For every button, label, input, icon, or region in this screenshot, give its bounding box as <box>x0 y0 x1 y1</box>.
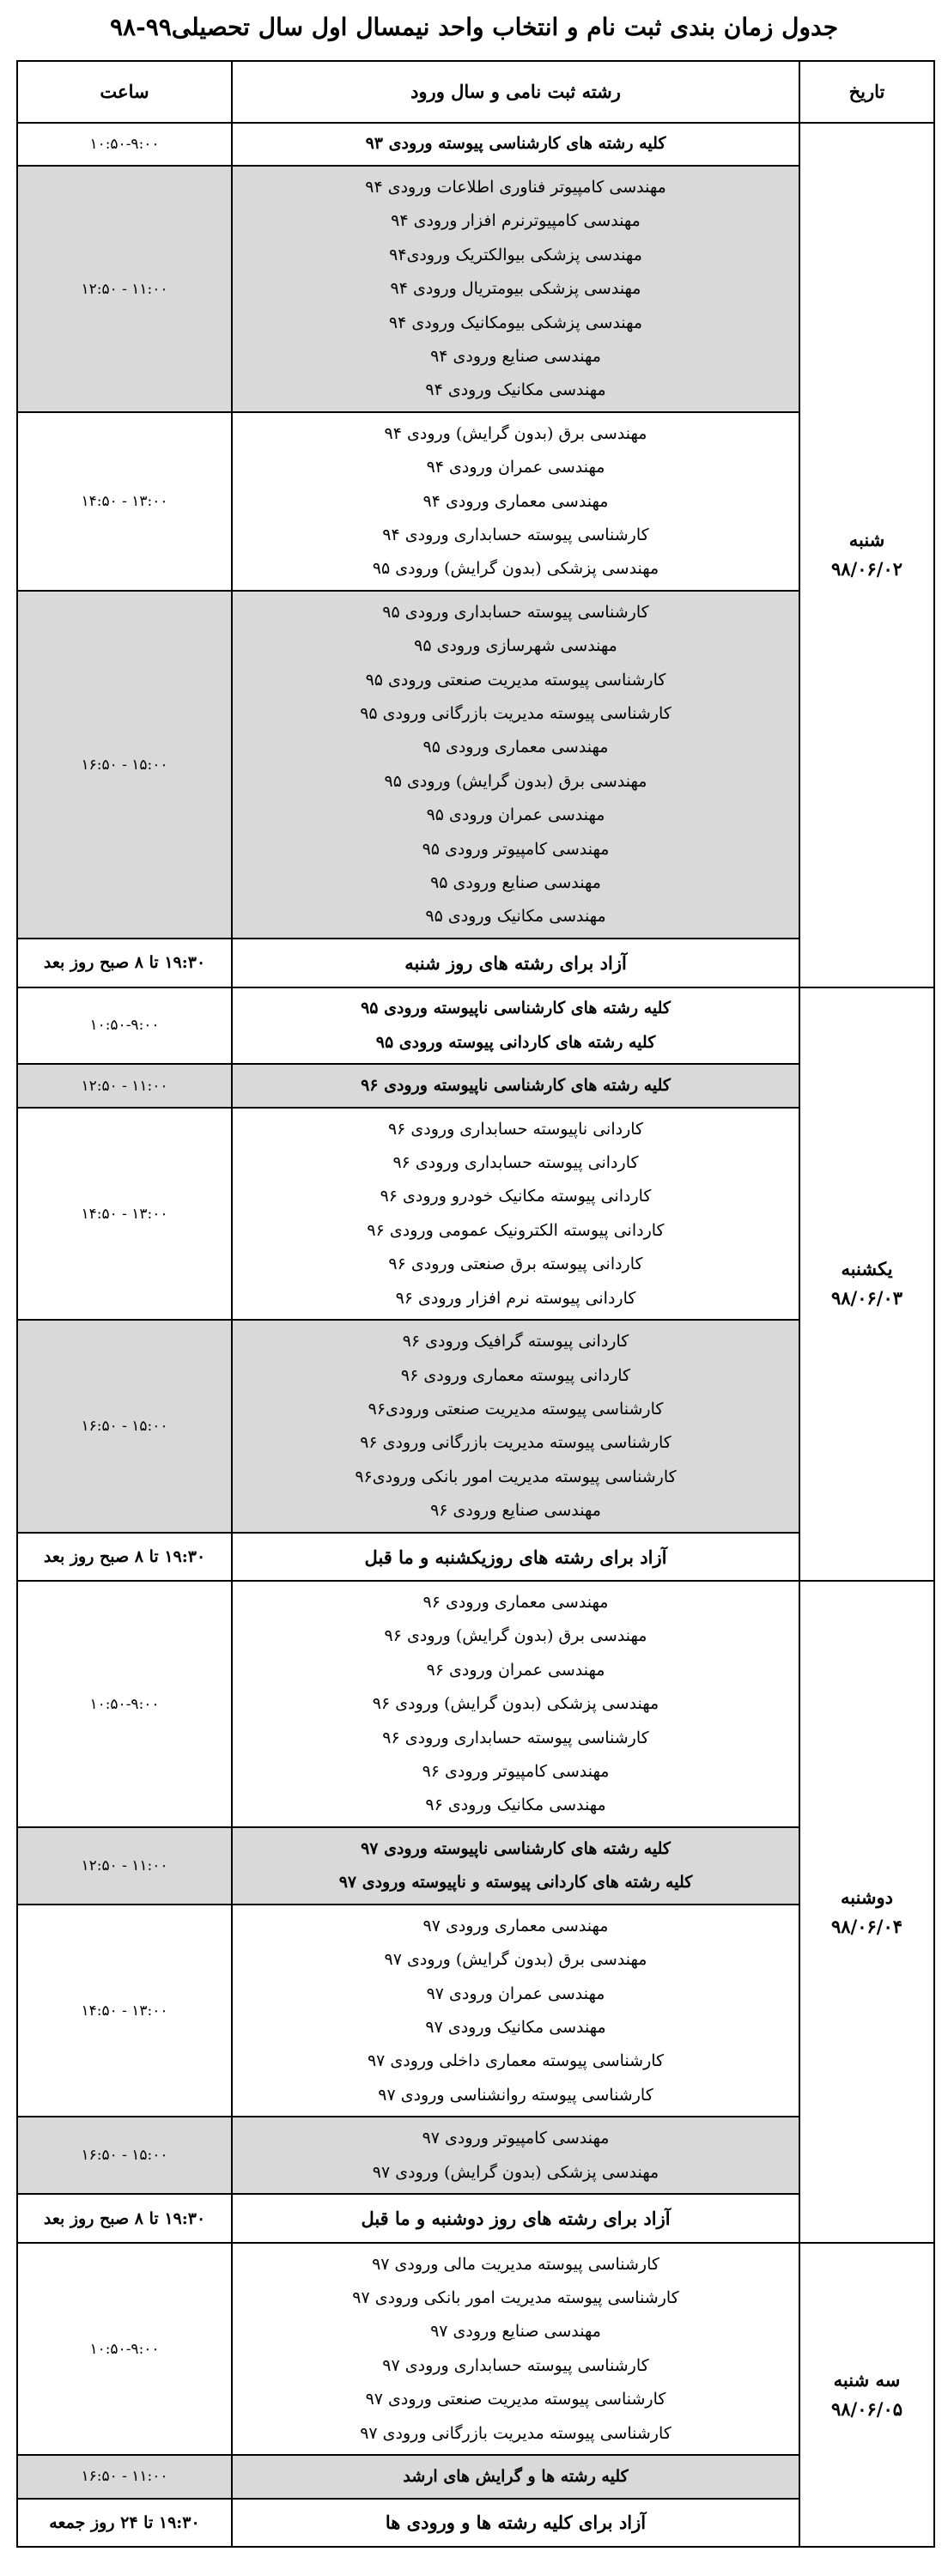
free-access-time: ۱۹:۳۰ تا ۸ صبح روز بعد <box>17 1533 232 1582</box>
major-line: مهندسی صنایع ورودی ۹۵ <box>430 872 601 892</box>
majors-cell <box>232 123 799 166</box>
major-line: کلیه رشته های کارشناسی ناپیوسته ورودی ۹۷ <box>361 1838 671 1858</box>
header-row <box>17 61 934 123</box>
major-line: مهندسی برق (بدون گرایش) ورودی ۹۷ <box>384 1950 647 1970</box>
day-date: ۹۸/۰۶/۰۵ <box>830 2398 902 2421</box>
header-date: تاریخ <box>799 61 934 123</box>
slot-row <box>17 2117 934 2194</box>
major-line: کارشناسی پیوسته معماری داخلی ورودی ۹۷ <box>367 2051 665 2071</box>
major-line: مهندسی مکانیک ورودی ۹۶ <box>425 1795 606 1815</box>
major-line: مهندسی برق (بدون گرایش) ورودی ۹۵ <box>384 771 647 791</box>
free-access-time: ۱۹:۳۰ تا ۸ صبح روز بعد <box>17 2194 232 2243</box>
majors-cell <box>232 166 799 412</box>
major-line: کارشناسی پیوسته مدیریت صنعتی ورودی ۹۷ <box>365 2390 666 2409</box>
major-line: مهندسی عمران ورودی ۹۴ <box>426 458 605 477</box>
major-line: مهندسی کامپیوتر ورودی ۹۶ <box>422 1762 610 1782</box>
major-line: مهندسی پزشکی (بدون گرایش) ورودی ۹۶ <box>372 1694 659 1714</box>
major-line: کلیه رشته ها و گرایش های ارشد <box>403 2467 629 2487</box>
majors-cell <box>232 1581 799 1827</box>
header-major: رشته ثبت نامی و سال ورود <box>232 61 799 123</box>
major-line: کارشناسی پیوسته مدیریت صنعتی ورودی۹۶ <box>368 1399 664 1419</box>
major-line: کاردانی پیوسته معماری ورودی ۹۶ <box>400 1365 631 1385</box>
major-line: مهندسی معماری ورودی ۹۴ <box>422 491 609 511</box>
free-access-note: آزاد برای کلیه رشته ها و ورودی ها <box>232 2499 799 2548</box>
free-access-note: آزاد برای رشته های روز دوشنبه و ما قبل <box>232 2194 799 2243</box>
slot-row <box>17 1064 934 1107</box>
major-line: مهندسی صنایع ورودی ۹۴ <box>430 346 601 366</box>
slot-row <box>17 987 934 1065</box>
major-line: مهندسی کامپیوتر فناوری اطلاعات ورودی ۹۴ <box>365 177 666 197</box>
major-line: مهندسی مکانیک ورودی ۹۵ <box>425 907 606 927</box>
major-line: مهندسی کامپیوتر ورودی ۹۷ <box>422 2129 610 2148</box>
day-name: شنبه <box>848 529 885 551</box>
major-line: کاردانی پیوسته مکانیک خودرو ورودی ۹۶ <box>380 1187 652 1206</box>
major-line: مهندسی شهرسازی ورودی ۹۵ <box>414 636 617 656</box>
major-line: مهندسی پزشکی بیومتریال ورودی ۹۴ <box>390 279 641 299</box>
major-line: مهندسی معماری ورودی ۹۵ <box>422 738 609 757</box>
majors-cell <box>232 2243 799 2455</box>
free-access-row <box>17 2194 934 2243</box>
major-line: مهندسی پزشکی بیوالکتریک ورودی۹۴ <box>389 245 642 264</box>
major-line: کاردانی پیوسته گرافیک ورودی ۹۶ <box>402 1332 629 1352</box>
free-access-time: ۱۹:۳۰ تا ۸ صبح روز بعد <box>17 939 232 987</box>
free-access-note: آزاد برای رشته های روزیکشنبه و ما قبل <box>232 1533 799 1582</box>
slot-row <box>17 1827 934 1905</box>
major-line: مهندسی صنایع ورودی ۹۷ <box>430 2322 601 2342</box>
majors-cell <box>232 1064 799 1107</box>
slot-row <box>17 1905 934 2117</box>
time-cell: ۱۶:۵۰ - ۱۵:۰۰ <box>17 1320 232 1532</box>
major-line: مهندسی عمران ورودی ۹۷ <box>426 1984 605 2003</box>
major-line: مهندسی عمران ورودی ۹۶ <box>426 1660 605 1680</box>
page-title: جدول زمان بندی ثبت نام و انتخاب واحد نیمسال اول سال تحصیلی۹۹-۹۸ <box>109 13 839 41</box>
time-cell: ۱۲:۵۰ - ۱۱:۰۰ <box>17 1827 232 1905</box>
day-name: سه شنبه <box>833 2369 901 2391</box>
day-cell <box>799 987 934 1582</box>
major-line: مهندسی برق (بدون گرایش) ورودی ۹۶ <box>384 1626 647 1646</box>
time-cell: ۱۶:۵۰ - ۱۵:۰۰ <box>17 2117 232 2194</box>
majors-cell <box>232 2117 799 2194</box>
majors-cell <box>232 2455 799 2498</box>
major-line: کارشناسی پیوسته حسابداری ورودی ۹۶ <box>382 1728 649 1747</box>
major-line: کارشناسی پیوسته مدیریت مالی ورودی ۹۷ <box>372 2254 659 2274</box>
major-line: مهندسی برق (بدون گرایش) ورودی ۹۴ <box>384 423 647 443</box>
slot-row <box>17 412 934 591</box>
majors-cell <box>232 1108 799 1320</box>
day-date: ۹۸/۰۶/۰۳ <box>830 1287 902 1309</box>
day-cell <box>799 2243 934 2547</box>
major-line: کارشناسی پیوسته روانشناسی ورودی ۹۷ <box>378 2085 653 2105</box>
time-cell: ۱۲:۵۰ - ۱۱:۰۰ <box>17 166 232 412</box>
major-line: مهندسی معماری ورودی ۹۶ <box>422 1593 609 1613</box>
major-line: کاردانی پیوسته برق صنعتی ورودی ۹۶ <box>388 1255 643 1274</box>
time-cell: ۱۰:۵۰-۹:۰۰ <box>17 2243 232 2455</box>
header-time: ساعت <box>17 61 232 123</box>
time-cell: ۱۰:۵۰-۹:۰۰ <box>17 123 232 166</box>
major-line: مهندسی مکانیک ورودی ۹۷ <box>425 2017 606 2037</box>
day-date: ۹۸/۰۶/۰۴ <box>830 1915 902 1937</box>
major-line: کارشناسی پیوسته حسابداری ورودی ۹۷ <box>382 2355 649 2375</box>
major-line: مهندسی کامپیوترنرم افزار ورودی ۹۴ <box>391 211 641 231</box>
slot-row <box>17 1108 934 1320</box>
time-cell: ۱۴:۵۰ - ۱۳:۰۰ <box>17 412 232 591</box>
major-line: کاردانی پیوسته حسابداری ورودی ۹۶ <box>392 1153 639 1173</box>
major-line: کارشناسی پیوسته مدیریت بازرگانی ورودی ۹۶ <box>360 1433 672 1453</box>
major-line: مهندسی کامپیوتر ورودی ۹۵ <box>422 839 610 859</box>
major-line: مهندسی پزشکی (بدون گرایش) ورودی ۹۵ <box>372 559 659 579</box>
major-line: کلیه رشته های کارشناسی ناپیوسته ورودی ۹۶ <box>361 1076 671 1096</box>
majors-cell <box>232 412 799 591</box>
free-access-row <box>17 939 934 987</box>
time-cell: ۱۲:۵۰ - ۱۱:۰۰ <box>17 1064 232 1107</box>
majors-cell <box>232 1827 799 1905</box>
major-line: کاردانی ناپیوسته حسابداری ورودی ۹۶ <box>387 1119 644 1139</box>
major-line: کلیه رشته های کاردانی پیوسته و ناپیوسته ورودی ۹۷ <box>338 1873 693 1893</box>
free-access-row <box>17 2499 934 2548</box>
majors-cell <box>232 1905 799 2117</box>
major-line: کارشناسی پیوسته مدیریت صنعتی ورودی ۹۵ <box>365 670 666 690</box>
slot-row <box>17 123 934 166</box>
major-line: کاردانی پیوسته نرم افزار ورودی ۹۶ <box>395 1288 636 1308</box>
major-line: کارشناسی پیوسته حسابداری ورودی ۹۵ <box>382 602 649 622</box>
major-line: مهندسی معماری ورودی ۹۷ <box>422 1916 609 1935</box>
time-cell: ۱۴:۵۰ - ۱۳:۰۰ <box>17 1905 232 2117</box>
registration-schedule-table <box>16 60 935 2548</box>
slot-row <box>17 1320 934 1532</box>
day-date: ۹۸/۰۶/۰۲ <box>830 558 902 580</box>
slot-row <box>17 591 934 939</box>
major-line: کارشناسی پیوسته مدیریت بازرگانی ورودی ۹۵ <box>360 704 672 723</box>
day-cell <box>799 123 934 987</box>
free-access-note: آزاد برای رشته های روز شنبه <box>232 939 799 987</box>
free-access-row <box>17 1533 934 1582</box>
time-cell: ۱۰:۵۰-۹:۰۰ <box>17 987 232 1065</box>
day-name: دوشنبه <box>840 1886 894 1908</box>
time-cell: ۱۴:۵۰ - ۱۳:۰۰ <box>17 1108 232 1320</box>
majors-cell <box>232 987 799 1065</box>
slot-row <box>17 2455 934 2498</box>
major-line: مهندسی پزشکی بیومکانیک ورودی ۹۴ <box>388 313 643 332</box>
major-line: کلیه رشته های کارشناسی پیوسته ورودی ۹۳ <box>365 134 666 154</box>
time-cell: ۱۶:۵۰ - ۱۵:۰۰ <box>17 591 232 939</box>
time-cell: ۱۰:۵۰-۹:۰۰ <box>17 1581 232 1827</box>
major-line: مهندسی عمران ورودی ۹۵ <box>426 805 605 825</box>
major-line: کلیه رشته های کاردانی پیوسته ورودی ۹۵ <box>375 1032 656 1052</box>
majors-cell <box>232 1320 799 1532</box>
major-line: کاردانی پیوسته الکترونیک عمومی ورودی ۹۶ <box>367 1220 665 1240</box>
major-line: مهندسی مکانیک ورودی ۹۴ <box>425 380 606 400</box>
major-line: کارشناسی پیوسته مدیریت امور بانکی ورودی۹۶ <box>355 1467 677 1486</box>
slot-row <box>17 2243 934 2455</box>
time-cell: ۱۶:۵۰ - ۱۱:۰۰ <box>17 2455 232 2498</box>
slot-row <box>17 1581 934 1827</box>
slot-row <box>17 166 934 412</box>
major-line: کارشناسی پیوسته مدیریت بازرگانی ورودی ۹۷ <box>360 2423 672 2443</box>
major-line: مهندسی صنایع ورودی ۹۶ <box>430 1501 601 1521</box>
free-access-time: ۱۹:۳۰ تا ۲۴ روز جمعه <box>17 2499 232 2548</box>
day-name: یکشنبه <box>841 1258 893 1280</box>
major-line: کارشناسی پیوسته حسابداری ورودی ۹۴ <box>382 525 649 544</box>
majors-cell <box>232 591 799 939</box>
day-cell <box>799 1581 934 2243</box>
major-line: مهندسی پزشکی (بدون گرایش) ورودی ۹۷ <box>372 2162 659 2182</box>
major-line: کارشناسی پیوسته مدیریت امور بانکی ورودی ۹۷ <box>352 2288 679 2307</box>
major-line: کلیه رشته های کارشناسی ناپیوسته ورودی ۹۵ <box>361 999 671 1018</box>
